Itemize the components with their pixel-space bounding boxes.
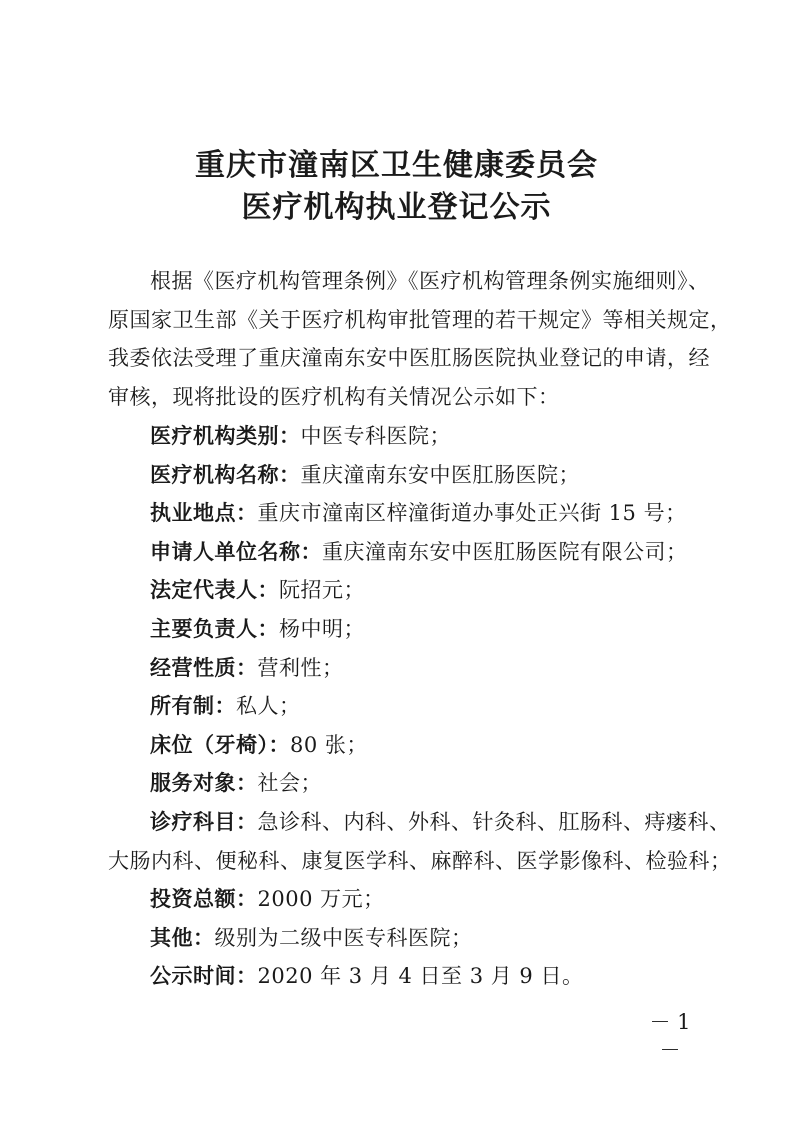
field-ownership [108,687,708,726]
field-beds [108,726,708,765]
field-label: 投资总额： [150,886,258,912]
field-value: 重庆潼南东安中医肛肠医院有限公司； [322,539,688,564]
field-service-target [108,764,708,803]
intro-line-3: 我委依法受理了重庆潼南东安中医肛肠医院执业登记的申请，经 [108,346,710,371]
field-value: 中医专科医院； [300,424,451,448]
field-other [108,919,708,958]
field-principal [108,610,708,649]
intro-paragraph [108,262,732,416]
field-value: 2020 年 3 月 4 日至 3 月 9 日。 [257,964,584,989]
field-name [108,456,708,495]
registration-fields [108,417,732,996]
document-title-line2: 医疗机构执业登记公示 [241,190,552,225]
field-label: 医疗机构名称： [150,461,301,487]
field-label: 执业地点： [150,500,258,526]
field-label: 公示时间： [150,963,258,989]
intro-line-2: 原国家卫生部《关于医疗机构审批管理的若干规定》等相关规定， [108,307,732,332]
field-label: 服务对象： [150,770,258,796]
field-value: 级别为二级中医专科医院； [214,925,473,950]
field-value: 重庆潼南东安中医肛肠医院； [300,462,580,487]
intro-line-4: 审核，现将批设的医疗机构有关情况公示如下： [108,384,560,409]
field-label: 医疗机构类别： [150,423,301,448]
field-value: 营利性； [257,655,344,680]
field-value: 重庆市潼南区梓潼街道办事处正兴街 15 号； [257,501,687,526]
field-label: 申请人单位名称： [150,538,322,564]
field-nature [108,649,708,688]
field-label: 法定代表人： [150,577,279,603]
field-label: 主要负责人： [150,615,279,641]
field-value: 2000 万元； [257,887,385,912]
field-notice-period [108,957,708,996]
field-value: 社会； [257,771,322,796]
field-value: 急诊科、内科、外科、针灸科、肛肠科、痔瘘科、 [257,809,731,834]
field-label: 经营性质： [150,654,258,680]
page-number: － 1 － [649,1010,691,1062]
field-departments [108,803,732,880]
field-label: 床位（牙椅）： [150,731,290,757]
field-investment [108,880,708,919]
field-label: 其他： [150,924,215,950]
intro-line-1: 根据《医疗机构管理条例》《医疗机构管理条例实施细则》、 [150,269,710,293]
field-value: 阮招元； [279,578,365,603]
field-value-continuation: 大肠内科、便秘科、康复医学科、麻醉科、医学影像科、检验科； [108,848,732,873]
field-label: 诊疗科目： [150,808,258,834]
field-category [108,417,708,456]
field-value: 80 张； [290,732,368,757]
field-value: 私人； [236,694,301,719]
field-legal-rep [108,571,708,610]
field-applicant [108,533,708,572]
field-label: 所有制： [150,693,236,719]
document-title-line1: 重庆市潼南区卫生健康委员会 [195,148,598,183]
field-value: 杨中明； [279,616,365,641]
field-address [108,494,708,533]
